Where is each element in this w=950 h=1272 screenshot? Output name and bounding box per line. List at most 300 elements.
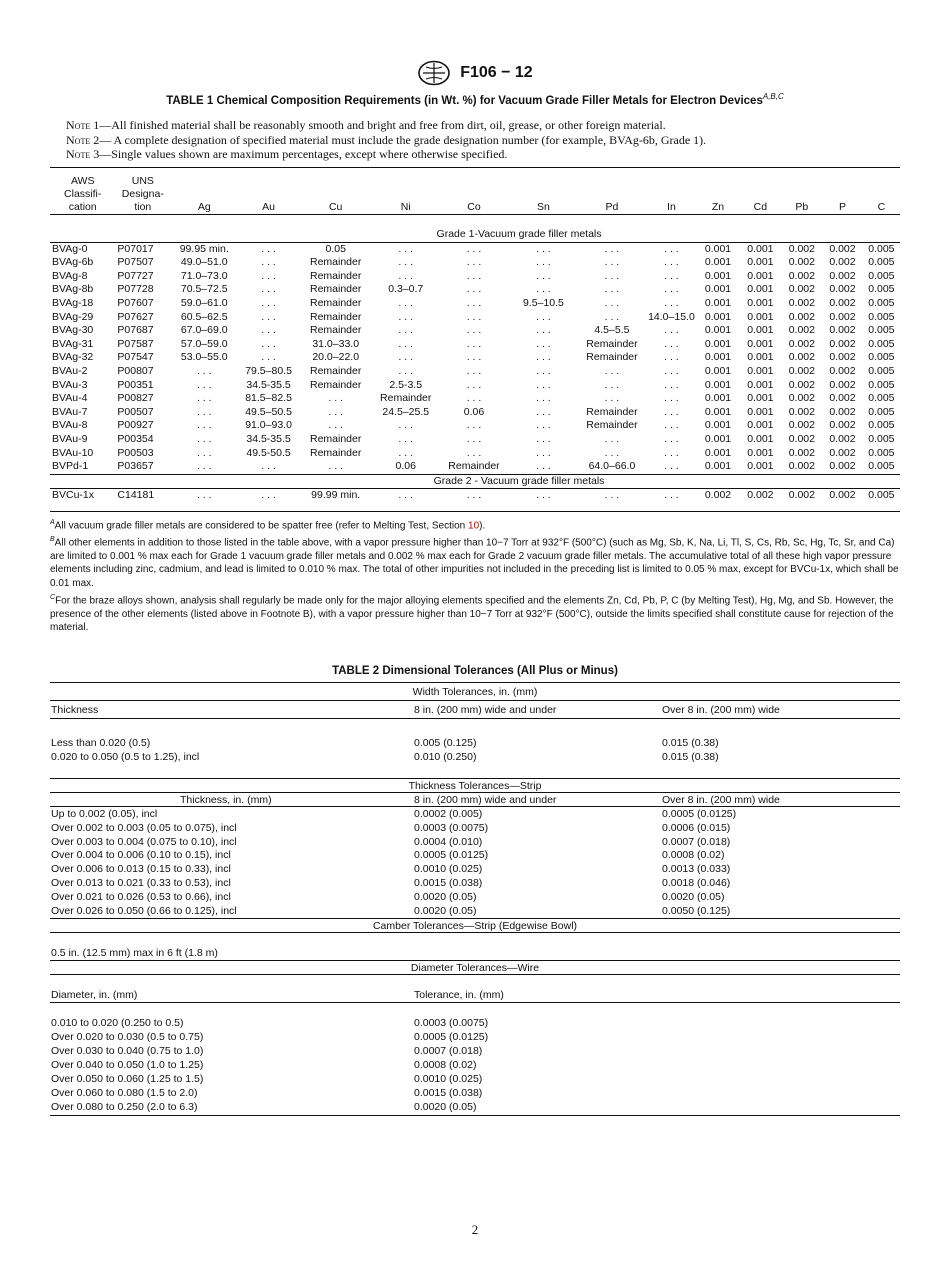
thickness-tolerances-label: Thickness Tolerances—Strip (408, 780, 542, 792)
table-cell: 0.001 (747, 419, 774, 432)
table-cell: 31.0–33.0 (312, 337, 360, 350)
table-cell: Remainder (310, 432, 362, 445)
table-cell: 0.001 (704, 242, 732, 255)
table-cell: 0.001 (704, 432, 732, 445)
table-cell: 0.002 (788, 324, 815, 337)
table-cell: 0.002 (788, 419, 815, 432)
table-cell: . . . (398, 324, 414, 337)
chemical-composition-table (50, 168, 900, 503)
table-cell: 0.001 (747, 432, 774, 445)
column-header: Au (262, 200, 275, 213)
column-header: Pb (795, 200, 809, 213)
table-cell: . . . (466, 337, 482, 350)
table-cell: 49.0–51.0 (180, 256, 228, 269)
table-cell: . . . (664, 392, 679, 405)
table-cell: Remainder (310, 296, 362, 309)
column-header: Ni (400, 200, 411, 213)
table-cell: 0.001 (704, 405, 732, 418)
table-cell: . . . (398, 446, 414, 459)
table-cell: BVAg-29 (52, 310, 94, 323)
table-row (50, 270, 900, 284)
table-row (50, 433, 900, 447)
table-cell: Remainder (310, 269, 362, 282)
table-cell: P07728 (117, 283, 154, 296)
table-cell: 0.001 (747, 446, 774, 459)
column-header: AWS Classifi- cation (64, 174, 102, 213)
table-cell: 0.001 (747, 351, 774, 364)
table-cell: . . . (261, 324, 276, 337)
table-cell: 0.001 (747, 378, 774, 391)
table-row: Up to 0.002 (0.05), incl 0.0002 (0.005) 0.0005 (0.0125) (51, 808, 737, 820)
column-header: In (667, 200, 676, 213)
table-row (50, 338, 900, 352)
table-cell: P00827 (117, 392, 154, 405)
table-row: 0.010 to 0.020 (0.250 to 0.5) 0.0003 (0.0075) (51, 1017, 489, 1029)
table-cell: . . . (536, 419, 551, 432)
table-cell: 0.001 (704, 364, 732, 377)
table-cell: 0.001 (704, 392, 732, 405)
table-cell: . . . (261, 351, 276, 364)
table1-title-footnote-marks: A,B,C (762, 92, 784, 101)
table-cell: BVAg-31 (52, 337, 94, 350)
table-cell: . . . (466, 489, 482, 502)
table-cell: 99.95 min. (179, 242, 229, 255)
table-cell: 0.005 (868, 446, 895, 459)
table-cell: 0.002 (788, 405, 815, 418)
table-cell: . . . (604, 296, 620, 309)
table-cell: 49.5-50.5 (246, 446, 291, 459)
astm-logo-icon (417, 60, 451, 86)
table-cell: Remainder (310, 283, 362, 296)
section-10-link[interactable]: 10 (468, 520, 480, 532)
table-cell: 0.001 (704, 419, 732, 432)
table-cell: . . . (604, 392, 620, 405)
table1-title: TABLE 1 Chemical Composition Requirements (in Wt. %) for Vacuum Grade Filler Metals for Electron Devices$^{A,B,C}$ (166, 92, 784, 107)
width-header-row: Thickness 8 in. (200 mm) wide and under Over 8 in. (200 mm) wide (51, 704, 780, 716)
table-cell: 99.99 min. (311, 489, 361, 502)
table-cell: 0.001 (747, 392, 774, 405)
table-row: Over 0.004 to 0.006 (0.10 to 0.15), incl 0.0005 (0.0125) 0.0008 (0.02) (51, 849, 725, 862)
page-header (0, 60, 950, 86)
table-cell: P00507 (117, 405, 154, 418)
table-cell: Remainder (310, 256, 362, 269)
table-cell: 0.002 (788, 337, 815, 350)
table-row (50, 324, 900, 338)
table-row (50, 447, 900, 461)
table-cell: . . . (536, 378, 551, 391)
table-cell: 0.001 (704, 269, 732, 282)
table-cell: 0.06 (463, 405, 485, 418)
table-cell: 34.5-35.5 (246, 432, 291, 445)
table-cell: . . . (536, 489, 551, 502)
table-cell: 0.05 (325, 242, 346, 255)
table-cell: . . . (536, 446, 551, 459)
table-row (50, 365, 900, 379)
table-cell: 0.001 (704, 296, 732, 309)
table-cell: 0.002 (829, 351, 856, 364)
table-cell: . . . (466, 283, 482, 296)
table-cell: . . . (261, 256, 276, 269)
table-cell: Remainder (310, 378, 362, 391)
table-cell: BVPd-1 (52, 460, 89, 473)
table-cell: 0.001 (747, 283, 774, 296)
table-cell: 0.001 (704, 256, 732, 269)
table-cell: 0.005 (868, 324, 895, 337)
table-cell: 67.0–69.0 (180, 324, 228, 337)
table-cell: . . . (261, 310, 276, 323)
table-cell: . . . (536, 324, 551, 337)
table-row (50, 283, 900, 297)
column-header: Ag (197, 200, 211, 213)
table-cell: . . . (196, 392, 212, 405)
note-1: Note 1—All finished material shall be reasonably smooth and bright and free from dirt, oil, grease, or other foreign material. (66, 118, 666, 132)
table-cell: Remainder (310, 310, 362, 323)
footnote-b: $^B$All other elements in addition to those listed in the table above, with a vapor pressure higher than 10−7 Torr at 932°F (500°C) (such as Mg, Sb, K, Na, Li, Tl, S, Cs, Rb, Sc, Hg, Tc, Sr, and Ca) are limited to 0.001 % max each for Grade 1 vacuum grade filler metals and 0.002 % max each for Grade 2 vacuum grade filler metals. The accumulative total of all these high vapor pressure elements including zinc, cadmium, and lead is limited to 0.010 % max. The total of other impurities not included in the preceding list is limited to 0.05 % max, except for BVCu-1x, which shall be 0.01 max. (50, 535, 899, 590)
table-cell: . . . (196, 405, 212, 418)
table-cell: BVAg-30 (52, 324, 94, 337)
table-cell: 0.002 (788, 378, 815, 391)
table-cell: 0.001 (747, 242, 774, 255)
table-cell: . . . (664, 432, 679, 445)
table-cell: 0.002 (788, 256, 815, 269)
table-cell: . . . (466, 392, 482, 405)
table-cell: 0.001 (747, 324, 774, 337)
width-tolerances-label: Width Tolerances, in. (mm) (412, 686, 538, 698)
table-cell: Remainder (586, 337, 638, 350)
table-cell: 0.001 (704, 310, 732, 323)
column-header: Cd (753, 200, 768, 213)
table-cell: 0.005 (868, 269, 895, 282)
table-row: Over 0.080 to 0.250 (2.0 to 6.3) 0.0020 (0.05) (51, 1101, 477, 1113)
column-header: C (877, 200, 886, 213)
table-cell: . . . (261, 269, 276, 282)
table-cell: 71.0–73.0 (180, 269, 228, 282)
table-row: Over 0.006 to 0.013 (0.15 to 0.33), incl 0.0010 (0.025) 0.0013 (0.033) (51, 863, 731, 876)
table-cell: . . . (196, 489, 212, 502)
table-cell: 57.0–59.0 (180, 337, 228, 350)
table-cell: . . . (261, 296, 276, 309)
table-cell: . . . (664, 419, 679, 432)
table-cell: . . . (664, 256, 679, 269)
table-cell: 53.0–55.0 (180, 351, 228, 364)
table-cell: 0.005 (868, 419, 895, 432)
grade-label-row (50, 228, 900, 242)
table-cell: 79.5–80.5 (245, 364, 292, 377)
note-2: Note 2— A complete designation of specified material must include the grade designation number (for example, BVAg-6b, Grade 1). (66, 132, 707, 147)
table-cell: . . . (664, 242, 679, 255)
table-cell: 0.002 (829, 460, 856, 473)
table-cell: . . . (196, 419, 212, 432)
column-header: Pd (605, 200, 619, 213)
grade-label: Grade 1-Vacuum grade filler metals (299, 228, 739, 242)
table-cell: 91.0–93.0 (245, 419, 292, 432)
table-cell: 49.5–50.5 (245, 405, 292, 418)
table-cell: . . . (664, 489, 679, 502)
table-cell: 64.0–66.0 (588, 460, 636, 473)
table-row (50, 311, 900, 325)
table-cell: . . . (261, 242, 276, 255)
table-cell: 0.001 (747, 296, 774, 309)
table-cell: 0.002 (788, 364, 815, 377)
table-cell: . . . (664, 405, 679, 418)
table-cell: 0.002 (829, 269, 856, 282)
table-cell: BVAu-4 (52, 392, 88, 405)
table-cell: . . . (536, 256, 551, 269)
table-cell: 34.5-35.5 (246, 378, 291, 391)
table-row (50, 242, 900, 256)
table-cell: 0.002 (788, 242, 815, 255)
table-row: Over 0.030 to 0.040 (0.75 to 1.0) 0.0007 (0.018) (51, 1045, 483, 1057)
diameter-header-row: Diameter, in. (mm) Tolerance, in. (mm) (51, 989, 504, 1001)
table-row: Over 0.040 to 0.050 (1.0 to 1.25) 0.0008 (0.02) (51, 1059, 477, 1071)
table-row: Over 0.050 to 0.060 (1.25 to 1.5) 0.0010 (0.025) (51, 1073, 483, 1085)
table-cell: . . . (664, 378, 679, 391)
table-cell: 0.001 (747, 256, 774, 269)
table-cell: P07547 (117, 351, 154, 364)
table-cell: BVAu-8 (52, 419, 88, 432)
table-cell: 0.002 (829, 405, 856, 418)
table-cell: 0.002 (829, 242, 856, 255)
footnote-c: $^C$For the braze alloys shown, analysis shall regularly be made only for the major alloying elements specified and the elements Zn, Cd, Pb, P, C (by Melting Test), Hg, Mg, and Sb. However, the presence of the other elements (listed above in Footnote B), with a vapor pressure higher than 10−7 Torr at 932°F (500°C), outside the limits specified shall constitute cause for rejection of the material. (50, 593, 894, 634)
table-cell: P00351 (117, 378, 154, 391)
table-cell: . . . (328, 419, 343, 432)
table-cell: 0.001 (747, 460, 774, 473)
table-cell: . . . (536, 269, 551, 282)
table-cell: . . . (196, 460, 212, 473)
table-row: Less than 0.020 (0.5) 0.005 (0.125) 0.015 (0.38) (51, 737, 719, 749)
table-cell: 0.002 (788, 283, 815, 296)
table-cell: . . . (398, 269, 414, 282)
table-row (50, 256, 900, 270)
table-cell: 0.3–0.7 (388, 283, 424, 296)
table-cell: . . . (466, 419, 482, 432)
table-cell: . . . (536, 242, 551, 255)
table-row: Over 0.060 to 0.080 (1.5 to 2.0) 0.0015 (0.038) (51, 1087, 483, 1099)
table-row (50, 946, 900, 960)
table-cell: . . . (261, 489, 276, 502)
table-cell: 59.0–61.0 (180, 296, 228, 309)
table-cell: P00927 (117, 419, 154, 432)
table-cell: . . . (536, 337, 551, 350)
table-cell: . . . (398, 242, 414, 255)
grade-label-row (50, 474, 900, 489)
table-cell: 70.5–72.5 (180, 283, 228, 296)
table-cell: . . . (536, 432, 551, 445)
table-cell: 0.005 (868, 405, 895, 418)
diameter-tolerances-label: Diameter Tolerances—Wire (410, 962, 540, 974)
table-cell: . . . (536, 460, 551, 473)
table-cell: . . . (536, 364, 551, 377)
table-cell: 0.002 (788, 460, 815, 473)
note-3: Note 3—Single values shown are maximum percentages, except where otherwise specified. (66, 147, 508, 161)
table-cell: 0.002 (829, 392, 856, 405)
table-cell: 0.005 (868, 489, 895, 502)
table-cell: C14181 (117, 489, 155, 502)
table-cell: . . . (328, 460, 343, 473)
table-cell: . . . (604, 364, 620, 377)
table-cell: 0.002 (788, 489, 815, 502)
table-cell: . . . (536, 283, 551, 296)
table-cell: . . . (466, 378, 482, 391)
table-cell: BVAg-6b (52, 256, 94, 269)
table-cell: P03657 (117, 460, 154, 473)
column-header: Sn (536, 200, 550, 213)
table-cell: BVAu-9 (52, 432, 88, 445)
camber-tolerances-label: Camber Tolerances—Strip (Edgewise Bowl) (372, 920, 578, 932)
table-row: 0.020 to 0.050 (0.5 to 1.25), incl 0.010 (0.250) 0.015 (0.38) (51, 751, 719, 763)
table-row (50, 351, 900, 365)
table-cell: . . . (664, 364, 679, 377)
table-cell: P07507 (117, 256, 154, 269)
table-row (50, 297, 900, 311)
table-cell: P07687 (117, 324, 154, 337)
table-cell: . . . (466, 242, 482, 255)
table-cell: . . . (664, 337, 679, 350)
table-cell: 0.002 (788, 392, 815, 405)
column-header: Cu (328, 200, 343, 213)
table-cell: . . . (398, 310, 414, 323)
table-row: Over 0.021 to 0.026 (0.53 to 0.66), incl 0.0020 (0.05) 0.0020 (0.05) (51, 890, 725, 903)
table-cell: P07727 (117, 269, 154, 282)
table-cell: P07017 (117, 242, 154, 255)
table-cell: . . . (536, 392, 551, 405)
table-cell: 0.002 (747, 489, 774, 502)
table-cell: 0.002 (704, 489, 732, 502)
table-cell: . . . (664, 283, 679, 296)
table-row (50, 489, 900, 503)
table-cell: 0.001 (704, 324, 732, 337)
table-cell: Remainder (310, 364, 362, 377)
table-cell: Remainder (310, 324, 362, 337)
table-row (50, 406, 900, 420)
table-cell: 0.005 (868, 378, 895, 391)
table-cell: 0.002 (829, 489, 856, 502)
table-cell: 0.001 (704, 378, 732, 391)
footnote-a: $^A$All vacuum grade filler metals are considered to be spatter free (refer to Melting Test, Section 10). (50, 519, 486, 532)
table-cell: . . . (664, 446, 679, 459)
table-cell: P00503 (117, 446, 154, 459)
table-cell: 0.005 (868, 392, 895, 405)
table-cell: 0.001 (704, 337, 732, 350)
table-cell: . . . (196, 364, 212, 377)
table-cell: . . . (398, 256, 414, 269)
table-cell: . . . (466, 269, 482, 282)
table-cell: P00807 (117, 364, 154, 377)
table-cell: 0.005 (868, 242, 895, 255)
table-cell: . . . (196, 432, 212, 445)
table1-footnotes (50, 516, 900, 635)
table-cell: 0.005 (868, 256, 895, 269)
column-header: UNS Designa- tion (121, 174, 164, 213)
table-cell: 0.002 (788, 446, 815, 459)
table-cell: 4.5–5.5 (594, 324, 630, 337)
table-cell: . . . (398, 432, 414, 445)
table-cell: P07607 (117, 296, 154, 309)
table-cell: 81.5–82.5 (245, 392, 292, 405)
table-cell: 0.002 (788, 351, 815, 364)
table-cell: . . . (398, 351, 414, 364)
table-cell: . . . (664, 460, 679, 473)
table-cell: . . . (466, 310, 482, 323)
table-cell: 2.5-3.5 (389, 378, 423, 391)
table-cell: 0.002 (829, 419, 856, 432)
table-cell: 0.001 (747, 405, 774, 418)
table-row: Over 0.003 to 0.004 (0.075 to 0.10), incl 0.0004 (0.010) 0.0007 (0.018) (51, 835, 731, 848)
table-cell: . . . (261, 337, 276, 350)
table-cell: 0.001 (704, 283, 732, 296)
table-cell: 0.001 (747, 269, 774, 282)
table-cell: P07587 (117, 337, 154, 350)
table-cell: . . . (466, 256, 482, 269)
table-cell: 0.005 (868, 432, 895, 445)
table-cell: . . . (196, 378, 212, 391)
table-cell: 0.005 (868, 296, 895, 309)
table-cell: . . . (664, 351, 679, 364)
table-cell: 0.002 (829, 337, 856, 350)
table-cell: P00354 (117, 432, 154, 445)
camber-value: 0.5 in. (12.5 mm) max in 6 ft (1.8 m) (51, 947, 218, 959)
table-cell: . . . (536, 351, 551, 364)
grade-label: Grade 2 - Vacuum grade filler metals (299, 474, 739, 489)
table-cell: . . . (466, 351, 482, 364)
table-cell: 60.5–62.5 (180, 310, 228, 323)
table-cell: . . . (398, 364, 414, 377)
table-cell: 0.005 (868, 351, 895, 364)
table-cell: BVAg-8 (52, 269, 88, 282)
table-cell: P07627 (117, 310, 154, 323)
table-cell: 0.002 (788, 432, 815, 445)
table-cell: . . . (398, 296, 414, 309)
table-cell: . . . (466, 324, 482, 337)
table-cell: BVAg-18 (52, 296, 94, 309)
thickness-header-row: Thickness, in. (mm) 8 in. (200 mm) wide and under Over 8 in. (200 mm) wide (180, 794, 780, 806)
table-cell: . . . (398, 419, 414, 432)
page-number: 2 (471, 1222, 479, 1237)
table-row: Over 0.002 to 0.003 (0.05 to 0.075), incl 0.0003 (0.0075) 0.0006 (0.015) (51, 821, 731, 834)
table-cell: . . . (664, 324, 679, 337)
table-cell: . . . (328, 392, 343, 405)
table-cell: 0.002 (829, 324, 856, 337)
document-designation: F106 − 12 (460, 64, 533, 81)
table-cell: . . . (196, 446, 212, 459)
table-cell: 0.002 (788, 296, 815, 309)
table-cell: . . . (466, 296, 482, 309)
table-cell: 0.005 (868, 337, 895, 350)
table-cell: 0.06 (395, 460, 416, 473)
table-row (50, 379, 900, 393)
table-cell: BVAg-0 (52, 242, 88, 255)
table-cell: Remainder (586, 405, 638, 418)
table-cell: 0.001 (704, 351, 732, 364)
table-cell: 9.5–10.5 (522, 296, 564, 309)
table-row: Over 0.013 to 0.021 (0.33 to 0.53), incl 0.0015 (0.038) 0.0018 (0.046) (51, 877, 731, 889)
table-cell: 20.0–22.0 (312, 351, 360, 364)
table-cell: 0.002 (829, 296, 856, 309)
table-cell: Remainder (586, 351, 638, 364)
table-cell: . . . (664, 296, 679, 309)
table-cell: 0.001 (747, 337, 774, 350)
table-cell: 0.002 (788, 269, 815, 282)
table-cell: . . . (398, 337, 414, 350)
table-cell: . . . (536, 405, 551, 418)
table-cell: . . . (604, 269, 620, 282)
table-cell: . . . (398, 489, 414, 502)
table-cell: BVAu-7 (52, 405, 88, 418)
column-header: Co (467, 200, 481, 213)
table-cell: Remainder (448, 460, 500, 473)
table-cell: . . . (604, 256, 620, 269)
table-cell: 0.001 (704, 460, 732, 473)
